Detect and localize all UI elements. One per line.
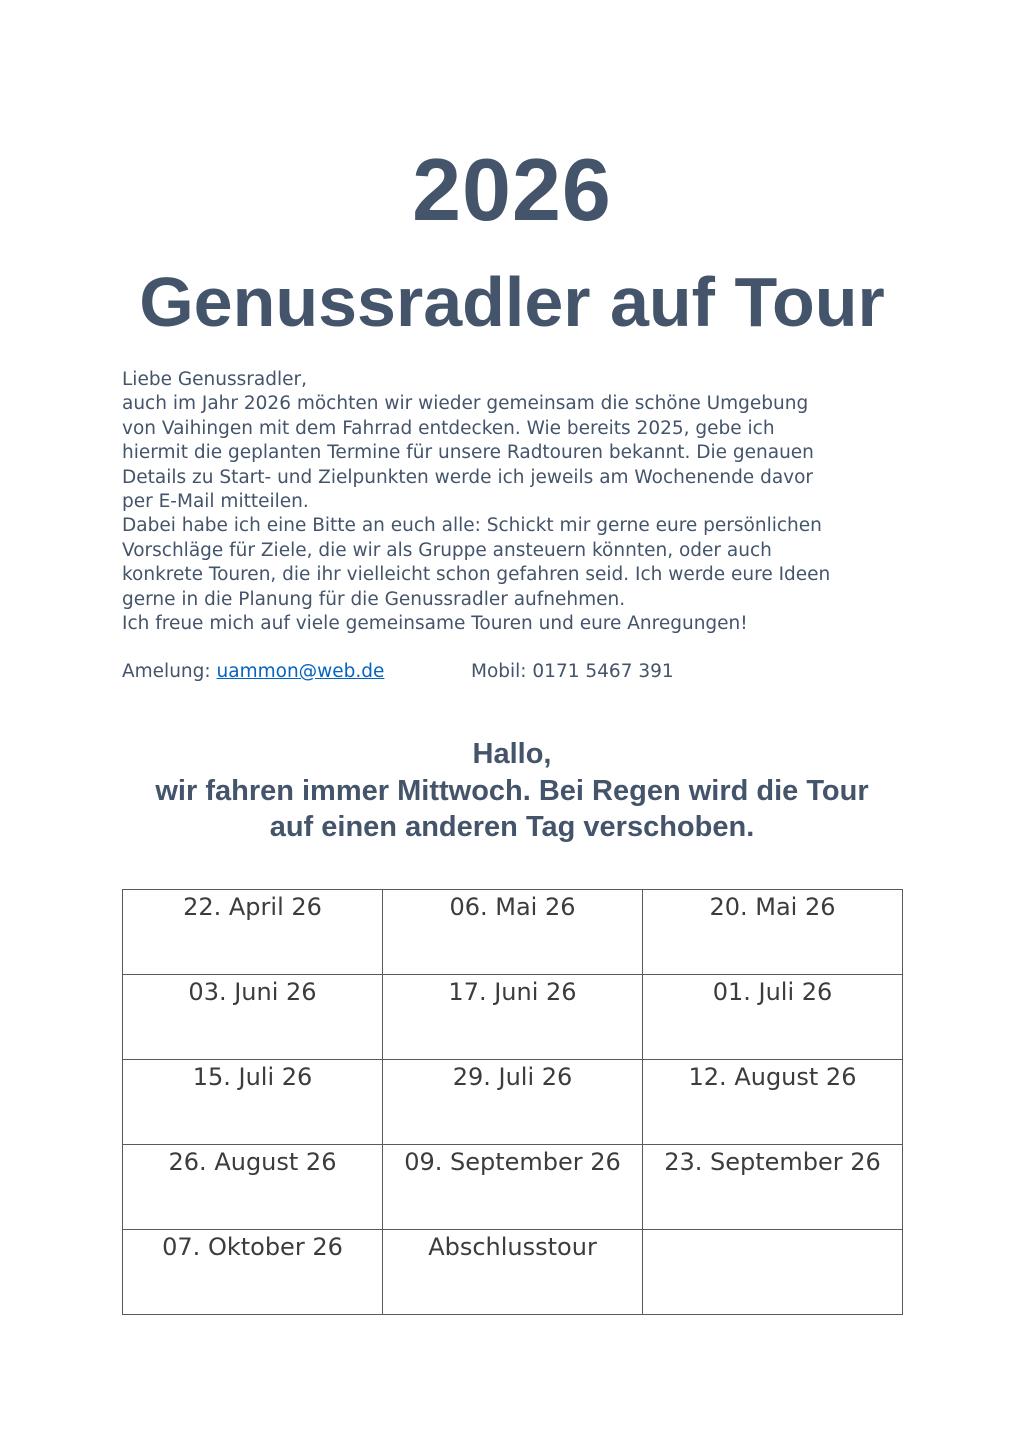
date-cell: 22. April 26 — [123, 890, 383, 975]
date-cell: 15. Juli 26 — [123, 1060, 383, 1145]
date-cell: 01. Juli 26 — [643, 975, 903, 1060]
notice-line: wir fahren immer Mittwoch. Bei Regen wird die Tour — [155, 774, 869, 807]
empty-cell — [643, 1230, 903, 1315]
date-cell: Abschlusstour — [383, 1230, 643, 1315]
date-cell: 17. Juni 26 — [383, 975, 643, 1060]
date-cell: 09. September 26 — [383, 1145, 643, 1230]
letter-line: gerne in die Planung für die Genussradler aufnehmen. — [122, 588, 626, 610]
notice-line: auf einen anderen Tag verschoben. — [269, 811, 755, 843]
letter-line: konkrete Touren, die ihr vielleicht schon gefahren seid. Ich werde eure Ideen — [122, 564, 831, 586]
letter-line: Ich freue mich auf viele gemeinsame Touren und eure Anregungen! — [122, 613, 748, 635]
letter-line: per E-Mail mitteilen. — [122, 491, 309, 513]
table-row — [123, 1230, 903, 1315]
date-cell: 29. Juli 26 — [383, 1060, 643, 1145]
letter-line: Vorschläge für Ziele, die wir als Gruppe ansteuern könnten, oder auch — [122, 539, 772, 561]
table-row — [123, 890, 903, 975]
table-row — [123, 975, 903, 1060]
table-row — [123, 1060, 903, 1145]
date-cell: 20. Mai 26 — [643, 890, 903, 975]
letter-line: Dabei habe ich eine Bitte an euch alle: Schickt mir gerne eure persönlichen — [122, 515, 822, 537]
date-cell: 07. Oktober 26 — [123, 1230, 383, 1315]
date-cell: 26. August 26 — [123, 1145, 383, 1230]
intro-letter — [122, 368, 922, 636]
date-cell: 06. Mai 26 — [383, 890, 643, 975]
ride-notice — [0, 736, 1024, 846]
page-year: 2026 — [412, 140, 612, 239]
letter-line: Details zu Start- und Zielpunkten werde ich jeweils am Wochenende davor — [122, 466, 814, 488]
date-cell: 12. August 26 — [643, 1060, 903, 1145]
letter-line: auch im Jahr 2026 möchten wir wieder gemeinsam die schöne Umgebung — [122, 393, 809, 415]
contact-line — [122, 660, 922, 684]
letter-line: Liebe Genussradler, — [122, 369, 307, 390]
tour-dates-table — [122, 889, 903, 1315]
date-cell: 03. Juni 26 — [123, 975, 383, 1060]
notice-line: Hallo, — [472, 738, 552, 770]
letter-line: hiermit die geplanten Termine für unsere Radtouren bekannt. Die genauen — [122, 442, 814, 464]
letter-line: von Vaihingen mit dem Fahrrad entdecken. Wie bereits 2025, gebe ich — [122, 417, 775, 439]
contact-name-label: Amelung: — [122, 661, 211, 682]
date-cell: 23. September 26 — [643, 1145, 903, 1230]
table-row — [123, 1145, 903, 1230]
mobile-number: Mobil: 0171 5467 391 — [471, 661, 674, 682]
page-title: Genussradler auf Tour — [139, 263, 885, 341]
email-link[interactable]: uammon@web.de — [216, 661, 385, 682]
